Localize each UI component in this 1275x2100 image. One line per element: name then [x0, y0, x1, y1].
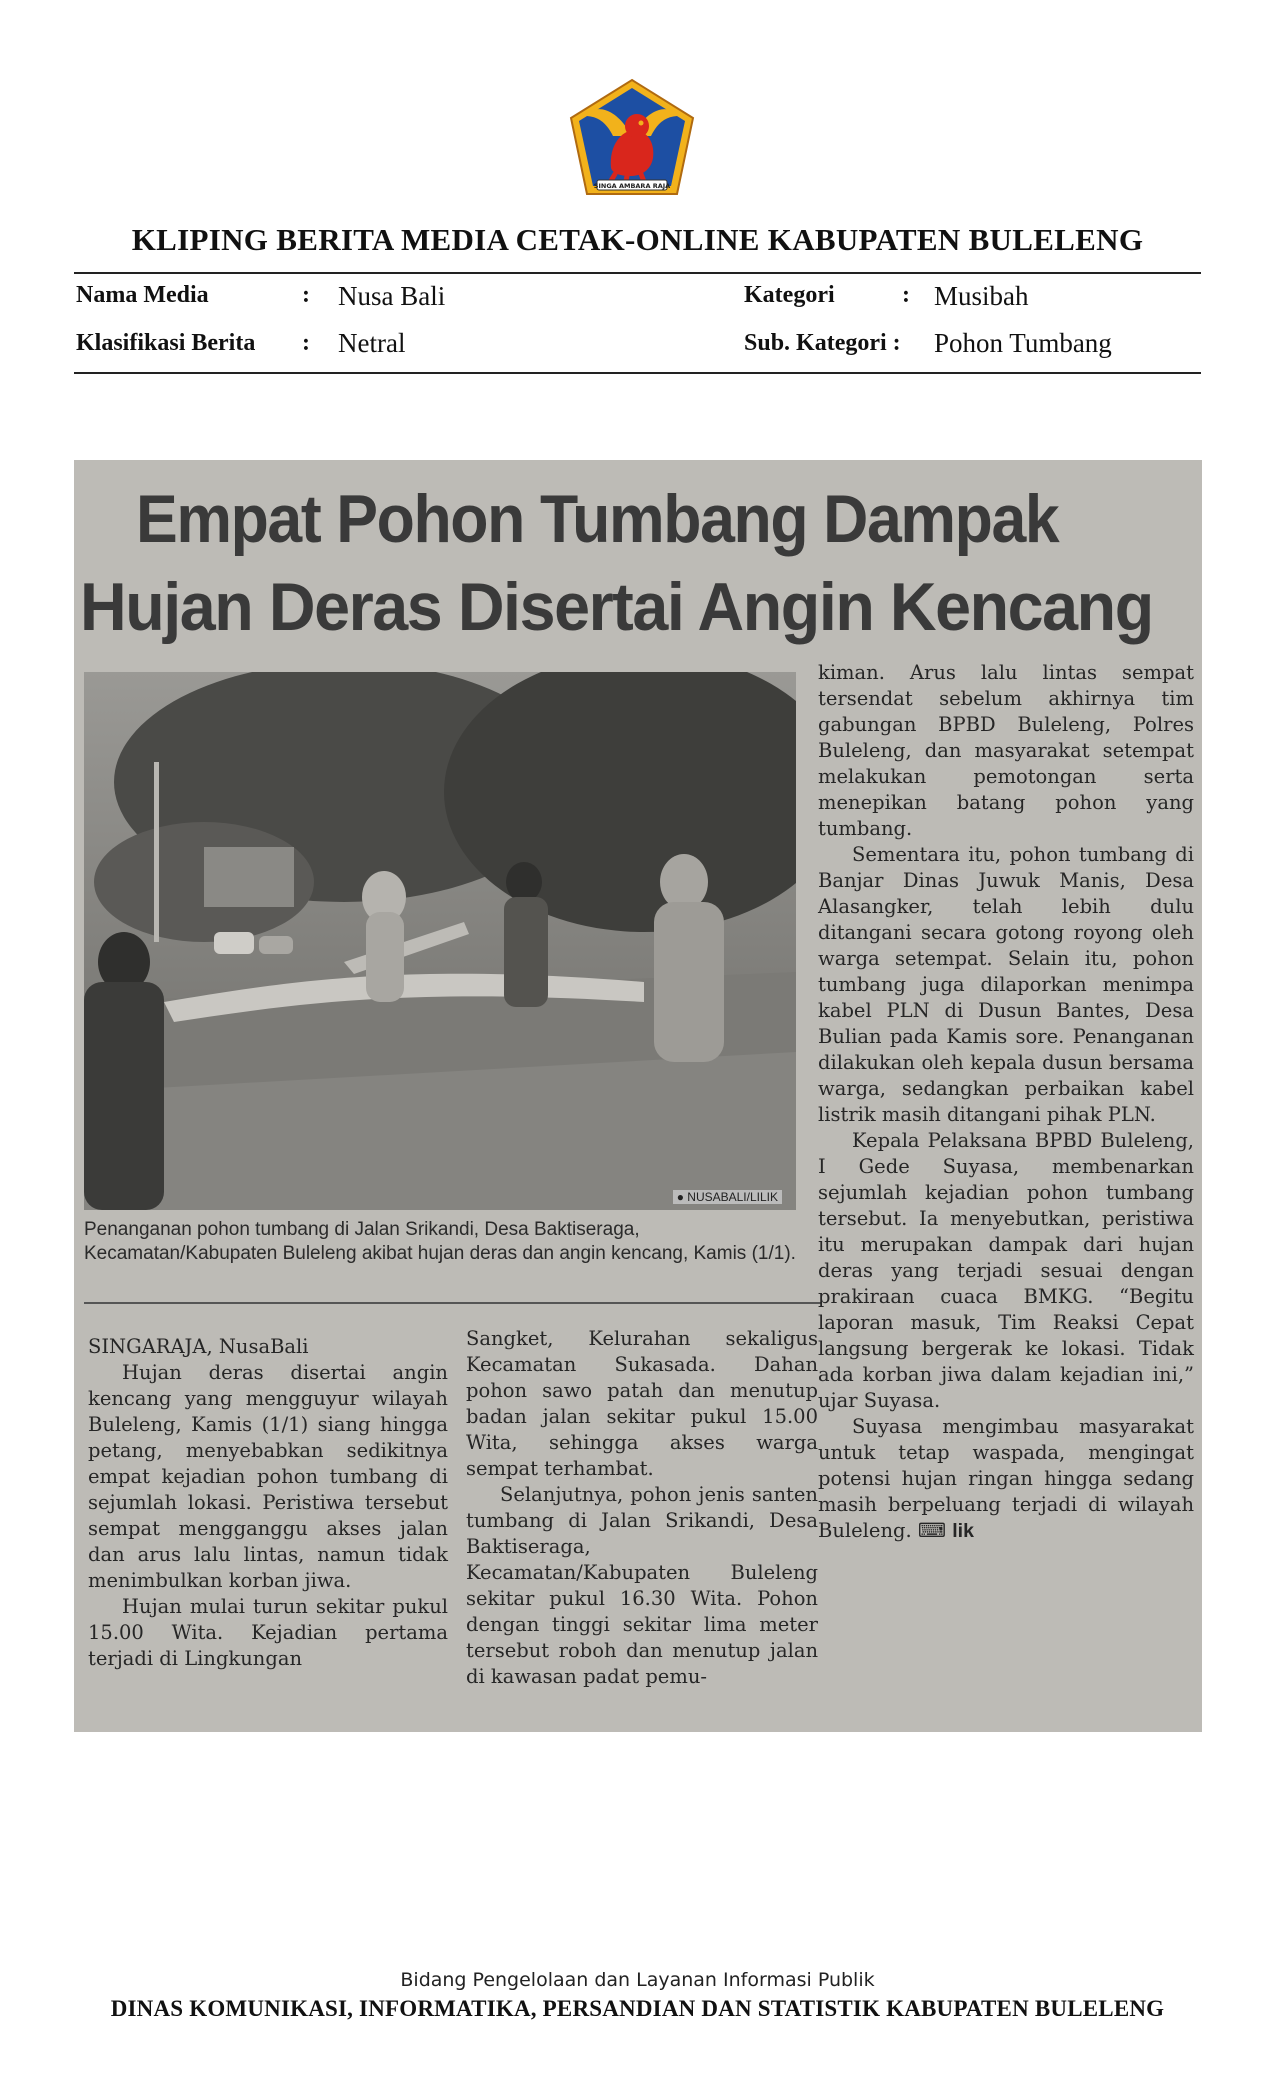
media-colon: :: [302, 282, 310, 308]
article-column-1: [88, 1334, 448, 1672]
photo-caption: Penanganan pohon tumbang di Jalan Srikandi, Desa Baktiseraga, Kecamatan/Kabupaten Buleleng akibat hujan deras dan angin kencang, Kamis (1/1).: [84, 1219, 796, 1264]
paragraph-1: Hujan deras disertai angin kencang yang mengguyur wilayah Buleleng, Kamis (1/1) siang hingga petang, menyebabkan sedikitnya empat kejadian pohon tumbang di sejumlah lokasi. Peristiwa tersebut sempat mengganggu akses jalan dan arus lalu lintas, namun tidak menimbulkan korban jiwa.: [88, 1361, 448, 1592]
paragraph-6: Sementara itu, pohon tumbang di Banjar Dinas Juwuk Manis, Desa Alasangker, telah lebih dulu ditangani secara gotong royong oleh warga setempat. Selain itu, pohon tumbang juga dilaporkan menimpa kabel PLN di Dusun Bantes, Desa Bulian pada Kamis sore. Penanganan dilakukan oleh kepala dusun bersama warga, sedangkan perbaikan kabel listrik masih ditangani pihak PLN.: [818, 843, 1194, 1126]
media-value: Nusa Bali: [338, 281, 446, 311]
article-column-2: [466, 1326, 818, 1690]
kategori-value: Musibah: [934, 281, 1029, 311]
article-column-3: [818, 660, 1194, 1544]
dateline: SINGARAJA, NusaBali: [88, 1335, 309, 1358]
author-signature: lik: [952, 1520, 974, 1542]
subkategori-label: Sub. Kategori :: [744, 330, 901, 356]
news-photo-fallen-tree-icon: [84, 672, 796, 1210]
headline-line-2: Hujan Deras Disertai Angin Kencang: [80, 569, 1153, 645]
klasifikasi-label: Klasifikasi Berita: [76, 330, 256, 356]
document-title: KLIPING BERITA MEDIA CETAK-ONLINE KABUPATEN BULELENG: [131, 222, 1144, 257]
caption-divider: [84, 1302, 822, 1304]
klasifikasi-value: Netral: [338, 328, 406, 358]
footer-subtitle: Bidang Pengelolaan dan Layanan Informasi Publik: [400, 1969, 875, 1991]
header-divider-bottom: [74, 372, 1201, 374]
klasifikasi-colon: :: [302, 330, 310, 356]
paragraph-2: Hujan mulai turun sekitar pukul 15.00 Wita. Kejadian pertama terjadi di Lingkungan: [88, 1595, 448, 1670]
paragraph-3: Sangket, Kelurahan sekaligus Kecamatan Sukasada. Dahan pohon sawo patah dan menutup badan jalan sekitar pukul 15.00 Wita, sehingga akses warga sempat terhambat.: [466, 1327, 818, 1480]
newspaper-clipping: [74, 460, 1202, 1732]
news-photo: [84, 672, 796, 1210]
paragraph-8-text: Suyasa mengimbau masyarakat untuk tetap waspada, mengingat potensi hujan ringan hingga sedang masih berpeluang terjadi di wilayah Buleleng.: [818, 1415, 1194, 1542]
kategori-label: Kategori: [744, 282, 835, 308]
header-divider-top: [74, 272, 1201, 274]
paragraph-4: Selanjutnya, pohon jenis santen tumbang di Jalan Srikandi, Desa Baktiseraga, Kecamatan/Kabupaten Buleleng sekitar pukul 16.30 Wita. Pohon dengan tinggi sekitar lima meter tersebut roboh dan menutup jalan di kawasan padat pemu-: [466, 1483, 818, 1688]
headline-line-1: Empat Pohon Tumbang Dampak: [136, 481, 1059, 557]
media-label: Nama Media: [76, 282, 209, 308]
subkategori-value: Pohon Tumbang: [934, 328, 1112, 358]
kategori-colon: :: [902, 282, 910, 308]
footer-title: DINAS KOMUNIKASI, INFORMATIKA, PERSANDIAN DAN STATISTIK KABUPATEN BULELENG: [110, 1996, 1165, 2021]
paragraph-7: Kepala Pelaksana BPBD Buleleng, I Gede Suyasa, membenarkan sejumlah kejadian pohon tumbang tersebut. Ia menyebutkan, peristiwa itu merupakan dampak dari hujan deras yang terjadi sesuai dengan prakiraan cuaca BMKG. “Begitu laporan masuk, Tim Reaksi Cepat langsung bergerak ke lokasi. Tidak ada korban jiwa dalam kejadian ini,” ujar Suyasa.: [818, 1129, 1194, 1412]
singa-ambara-raja-emblem-icon: [565, 76, 699, 200]
logo-ribbon-text: SINGA AMBARA RAJA: [593, 182, 671, 190]
paragraph-5: kiman. Arus lalu lintas sempat tersendat sebelum akhirnya tim gabungan BPBD Buleleng, Polres Buleleng, dan masyarakat setempat melakukan pemotongan serta menepikan batang pohon yang tumbang.: [818, 661, 1194, 840]
paragraph-8: [818, 1414, 1194, 1544]
photo-credit: ● NUSABALI/LILIK: [673, 1190, 782, 1204]
typewriter-icon: ⌨: [917, 1519, 947, 1542]
